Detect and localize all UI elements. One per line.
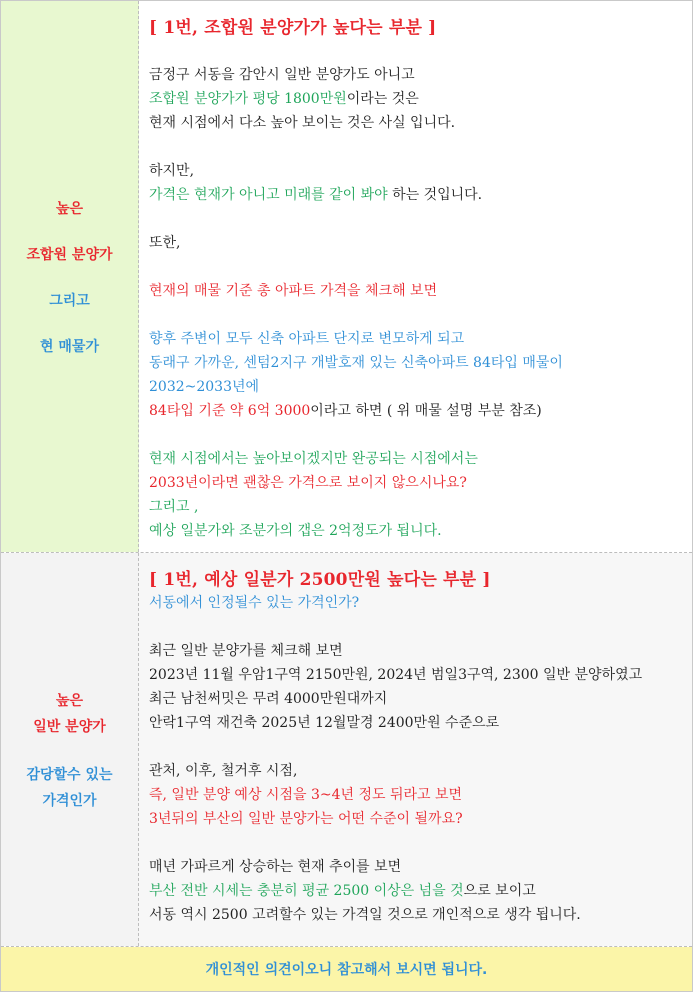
text-span: 이라는 것은 <box>346 91 419 107</box>
section-2 <box>1 553 692 947</box>
text-line: 금정구 서동을 감안시 일반 분양가도 아니고 <box>149 67 415 83</box>
section-1-side-label <box>1 1 139 552</box>
text-line: 예상 일분가와 조분가의 갭은 2억정도가 됩니다. <box>149 523 442 539</box>
text-line: 3년뒤의 부산의 일반 분양가는 어떤 수준이 될까요? <box>149 811 463 827</box>
text-line: 관처, 이후, 철거후 시점, <box>149 763 298 779</box>
side-label-line: 그리고 <box>49 292 90 309</box>
text-line: 안락1구역 재건축 2025년 12월말경 2400만원 수준으로 <box>149 715 500 731</box>
section-2-title: [ 1번, 예상 일분가 2500만원 높다는 부분 ] <box>149 570 491 590</box>
text-span: 하는 것입니다. <box>387 187 483 203</box>
text-line: 최근 남천써밋은 무려 4000만원대까지 <box>149 691 388 707</box>
section-2-subtitle: 서동에서 인정될수 있는 가격인가? <box>149 595 360 611</box>
highlight-text: 부산 전반 시세는 충분히 평균 2500 이상은 넘을 것 <box>149 883 464 899</box>
section-1 <box>1 1 692 553</box>
side-label-line: 현 매물가 <box>40 338 99 355</box>
section-1-title: [ 1번, 조합원 분양가가 높다는 부분 ] <box>149 18 437 38</box>
section-1-content <box>139 1 692 552</box>
text-line: 향후 주변이 모두 신축 아파트 단지로 변모하게 되고 <box>149 331 465 347</box>
text-line: 그리고 , <box>149 499 199 515</box>
highlight-text: 84타입 기준 약 6억 3000 <box>149 403 311 419</box>
side-label-line: 높은 <box>55 200 84 217</box>
text-line: 현재 시점에서 다소 높아 보이는 것은 사실 입니다. <box>149 115 456 131</box>
text-line: 2032~2033년에 <box>149 379 260 395</box>
text-line: 현재의 매물 기준 총 아파트 가격을 체크해 보면 <box>149 283 438 299</box>
side-label-line: 가격인가 <box>42 792 97 809</box>
text-line <box>149 87 682 111</box>
text-line: 2033년이라면 괜찮은 가격으로 보이지 않으시나요? <box>149 475 467 491</box>
text-line <box>149 879 682 903</box>
text-line: 2023년 11월 우암1구역 2150만원, 2024년 범일3구역, 2300 일반 분양하였고 <box>149 667 643 683</box>
side-label-line: 높은 <box>55 692 84 709</box>
text-span: 으로 보이고 <box>463 883 536 899</box>
text-line: 매년 가파르게 상승하는 현재 추이를 보면 <box>149 859 402 875</box>
text-line: 하지만, <box>149 163 195 179</box>
text-line: 동래구 가까운, 센텀2지구 개발호재 있는 신축아파트 84타입 매물이 <box>149 355 563 371</box>
highlight-text: 가격은 현재가 아니고 미래를 같이 봐야 <box>149 187 388 203</box>
section-2-side-label <box>1 553 139 946</box>
section-2-content <box>139 553 692 946</box>
text-line: 현재 시점에서는 높아보이겠지만 완공되는 시점에서는 <box>149 451 478 467</box>
side-label-line: 감당할수 있는 <box>26 766 113 783</box>
text-line <box>149 399 682 423</box>
text-line: 또한, <box>149 235 181 251</box>
side-label-line: 일반 분양가 <box>33 718 106 735</box>
text-span: 이라고 하면 ( 위 매물 설명 부분 참조) <box>310 403 542 419</box>
footer-note: 개인적인 의견이오니 참고해서 보시면 됩니다. <box>1 947 692 991</box>
highlight-text: 조합원 분양가가 평당 1800만원 <box>149 91 347 107</box>
text-line: 최근 일반 분양가를 체크해 보면 <box>149 643 343 659</box>
text-line: 즉, 일반 분양 예상 시점을 3~4년 정도 뒤라고 보면 <box>149 787 463 803</box>
side-label-line: 조합원 분양가 <box>26 246 113 263</box>
text-line <box>149 183 682 207</box>
text-line: 서동 역시 2500 고려할수 있는 가격일 것으로 개인적으로 생각 됩니다. <box>149 907 581 923</box>
